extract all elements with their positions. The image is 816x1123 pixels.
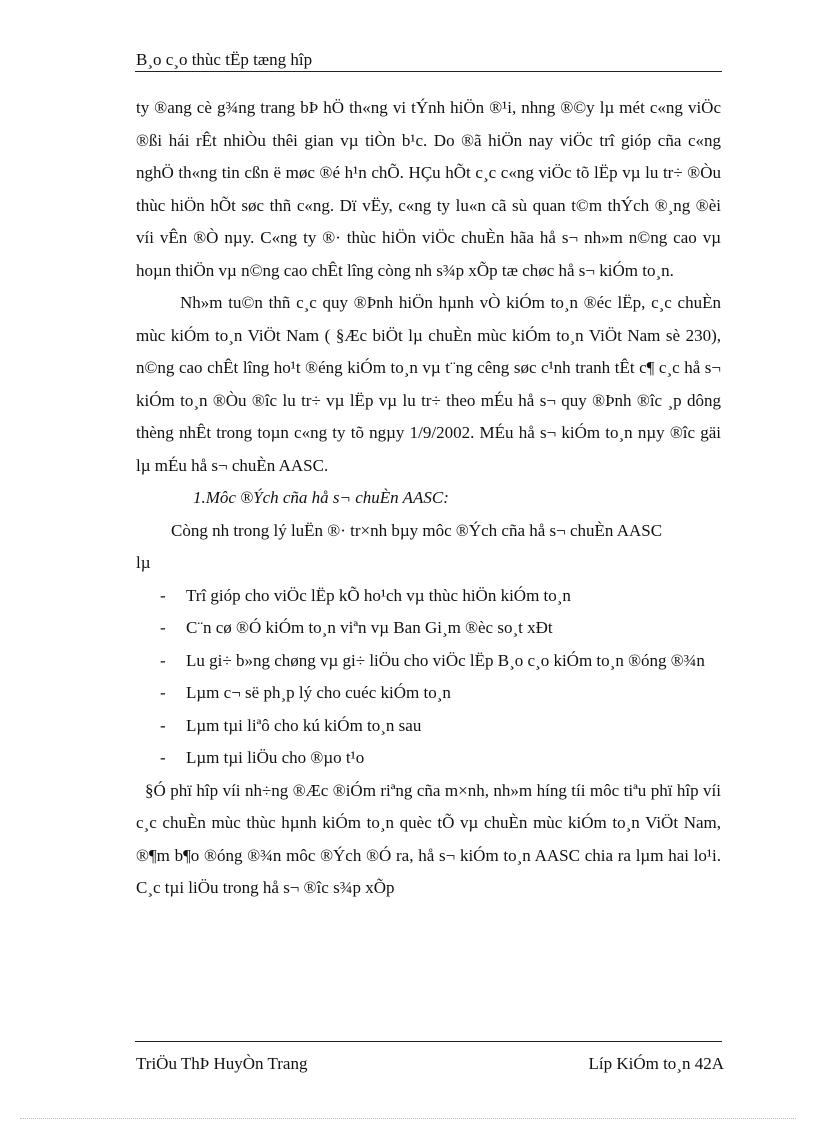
bullet-marker: - xyxy=(160,618,166,637)
paragraph-4: lµ xyxy=(136,553,151,572)
paragraph-2: Nh»m tu©n thñ c¸c quy ®Þnh hiÖn hµnh vÒ kiÓm to¸n ®éc lËp, c¸c chuÈn mùc kiÓm to¸n ViÖt Nam ( §Æc biÖt lµ chuÈn mùc kiÓm to¸n ViÖt Nam sè 230), n©ng cao chÊt lîng ho¹t ®éng kiÓm to¸n vµ t¨ng cêng søc c¹nh tranh tÊt c¶ c¸c hå s¬ kiÓm to¸n ®Òu ®îc lu tr÷ vµ lËp vµ lu tr÷ theo mÉu hå s¬ quy ®Þnh ®îc ¸p dông thèng nhÊt trong toµn c«ng ty tõ ngµy 1/9/2002. MÉu hå s¬ kiÓm to¸n nµy ®îc gäi lµ mÉu hå s¬ chuÈn AASC. xyxy=(136,293,721,475)
list-item-text: Lµm tµi liÖu cho ®µo t¹o xyxy=(186,748,365,767)
bullet-marker: - xyxy=(160,715,166,735)
header-rule xyxy=(135,71,722,72)
bullet-marker: - xyxy=(160,650,166,670)
list-item xyxy=(136,580,721,613)
paragraph-1: ty ®ang cè g¾ng trang bÞ hÖ th«ng vi tÝnh hiÖn ®¹i, nhng ®©y lµ mét c«ng viÖc ®ßi hái rÊt nhiÒu thêi gian vµ tiÒn b¹c. Do ®ã hiÖn nay viÖc trî gióp cña c«ng nghÖ th«ng tin cßn ë møc ®é h¹n chÕ. HÇu hÕt c¸c c«ng viÖc tõ lËp vµ lu tr÷ ®Òu thùc hiÖn hÕt søc thñ c«ng. Dï vËy, c«ng ty lu«n cã sù quan t©m thÝch ®¸ng ®èi víi vÊn ®Ò nµy. C«ng ty ®· thùc hiÖn viÖc chuÈn hãa hå s¬ nh»m n©ng cao vµ hoµn thiÖn vµ n©ng cao chÊt lîng còng nh s¾p xÕp tæ chøc hå s¬ kiÓm to¸n. xyxy=(136,98,721,280)
list-item xyxy=(136,710,721,743)
footer-author: TriÖu ThÞ HuyÒn Trang xyxy=(136,1054,308,1073)
footer-rule xyxy=(135,1041,722,1042)
section-heading: 1.Môc ®Ých cña hå s¬ chuÈn AASC: xyxy=(193,488,449,507)
bullet-marker: - xyxy=(160,683,166,702)
page-edge-divider xyxy=(20,1118,796,1119)
list-item xyxy=(136,677,721,710)
list-item xyxy=(136,742,721,775)
paragraph-3: Còng nh trong lý luËn ®· tr×nh bµy môc ®Ých cña hå s¬ chuÈn AASC xyxy=(171,520,663,540)
bullet-marker: - xyxy=(160,585,166,605)
list-item xyxy=(136,612,721,645)
list-item-text: Lu gi÷ b»ng chøng vµ gi÷ liÖu cho viÖc lËp B¸o c¸o kiÓm to¸n ®óng ®¾n xyxy=(186,650,705,670)
purpose-list xyxy=(136,580,721,775)
list-item-text: Lµm tµi liªô cho kú kiÓm to¸n sau xyxy=(186,715,422,735)
list-item-text: C¨n cø ®Ó kiÓm to¸n viªn vµ Ban Gi¸m ®èc so¸t xÐt xyxy=(186,618,553,637)
paragraph-5: §Ó phï hîp víi nh÷ng ®Æc ®iÓm riªng cña m×nh, nh»m híng tíi môc tiªu phï hîp víi c¸c chuÈn mùc thùc hµnh kiÓm to¸n quèc tÕ vµ chuÈn mùc kiÓm to¸n ViÖt Nam, ®¶m b¶o ®óng ®¾n môc ®Ých ®Ó ra, hå s¬ kiÓm to¸n AASC chia ra lµm hai lo¹i. C¸c tµi liÖu trong hå s¬ ®îc s¾p xÕp xyxy=(136,780,721,897)
list-item xyxy=(136,645,721,678)
list-item-text: Lµm c¬ së ph¸p lý cho cuéc kiÓm to¸n xyxy=(186,683,451,702)
page-header-title: B¸o c¸o thùc tËp tæng hîp xyxy=(136,50,313,69)
bullet-marker: - xyxy=(160,748,166,767)
footer-class: Líp KiÓm to¸n 42A xyxy=(588,1054,724,1073)
body-text xyxy=(136,92,721,905)
list-item-text: Trî gióp cho viÖc lËp kÕ ho¹ch vµ thùc hiÖn kiÓm to¸n xyxy=(186,585,571,605)
